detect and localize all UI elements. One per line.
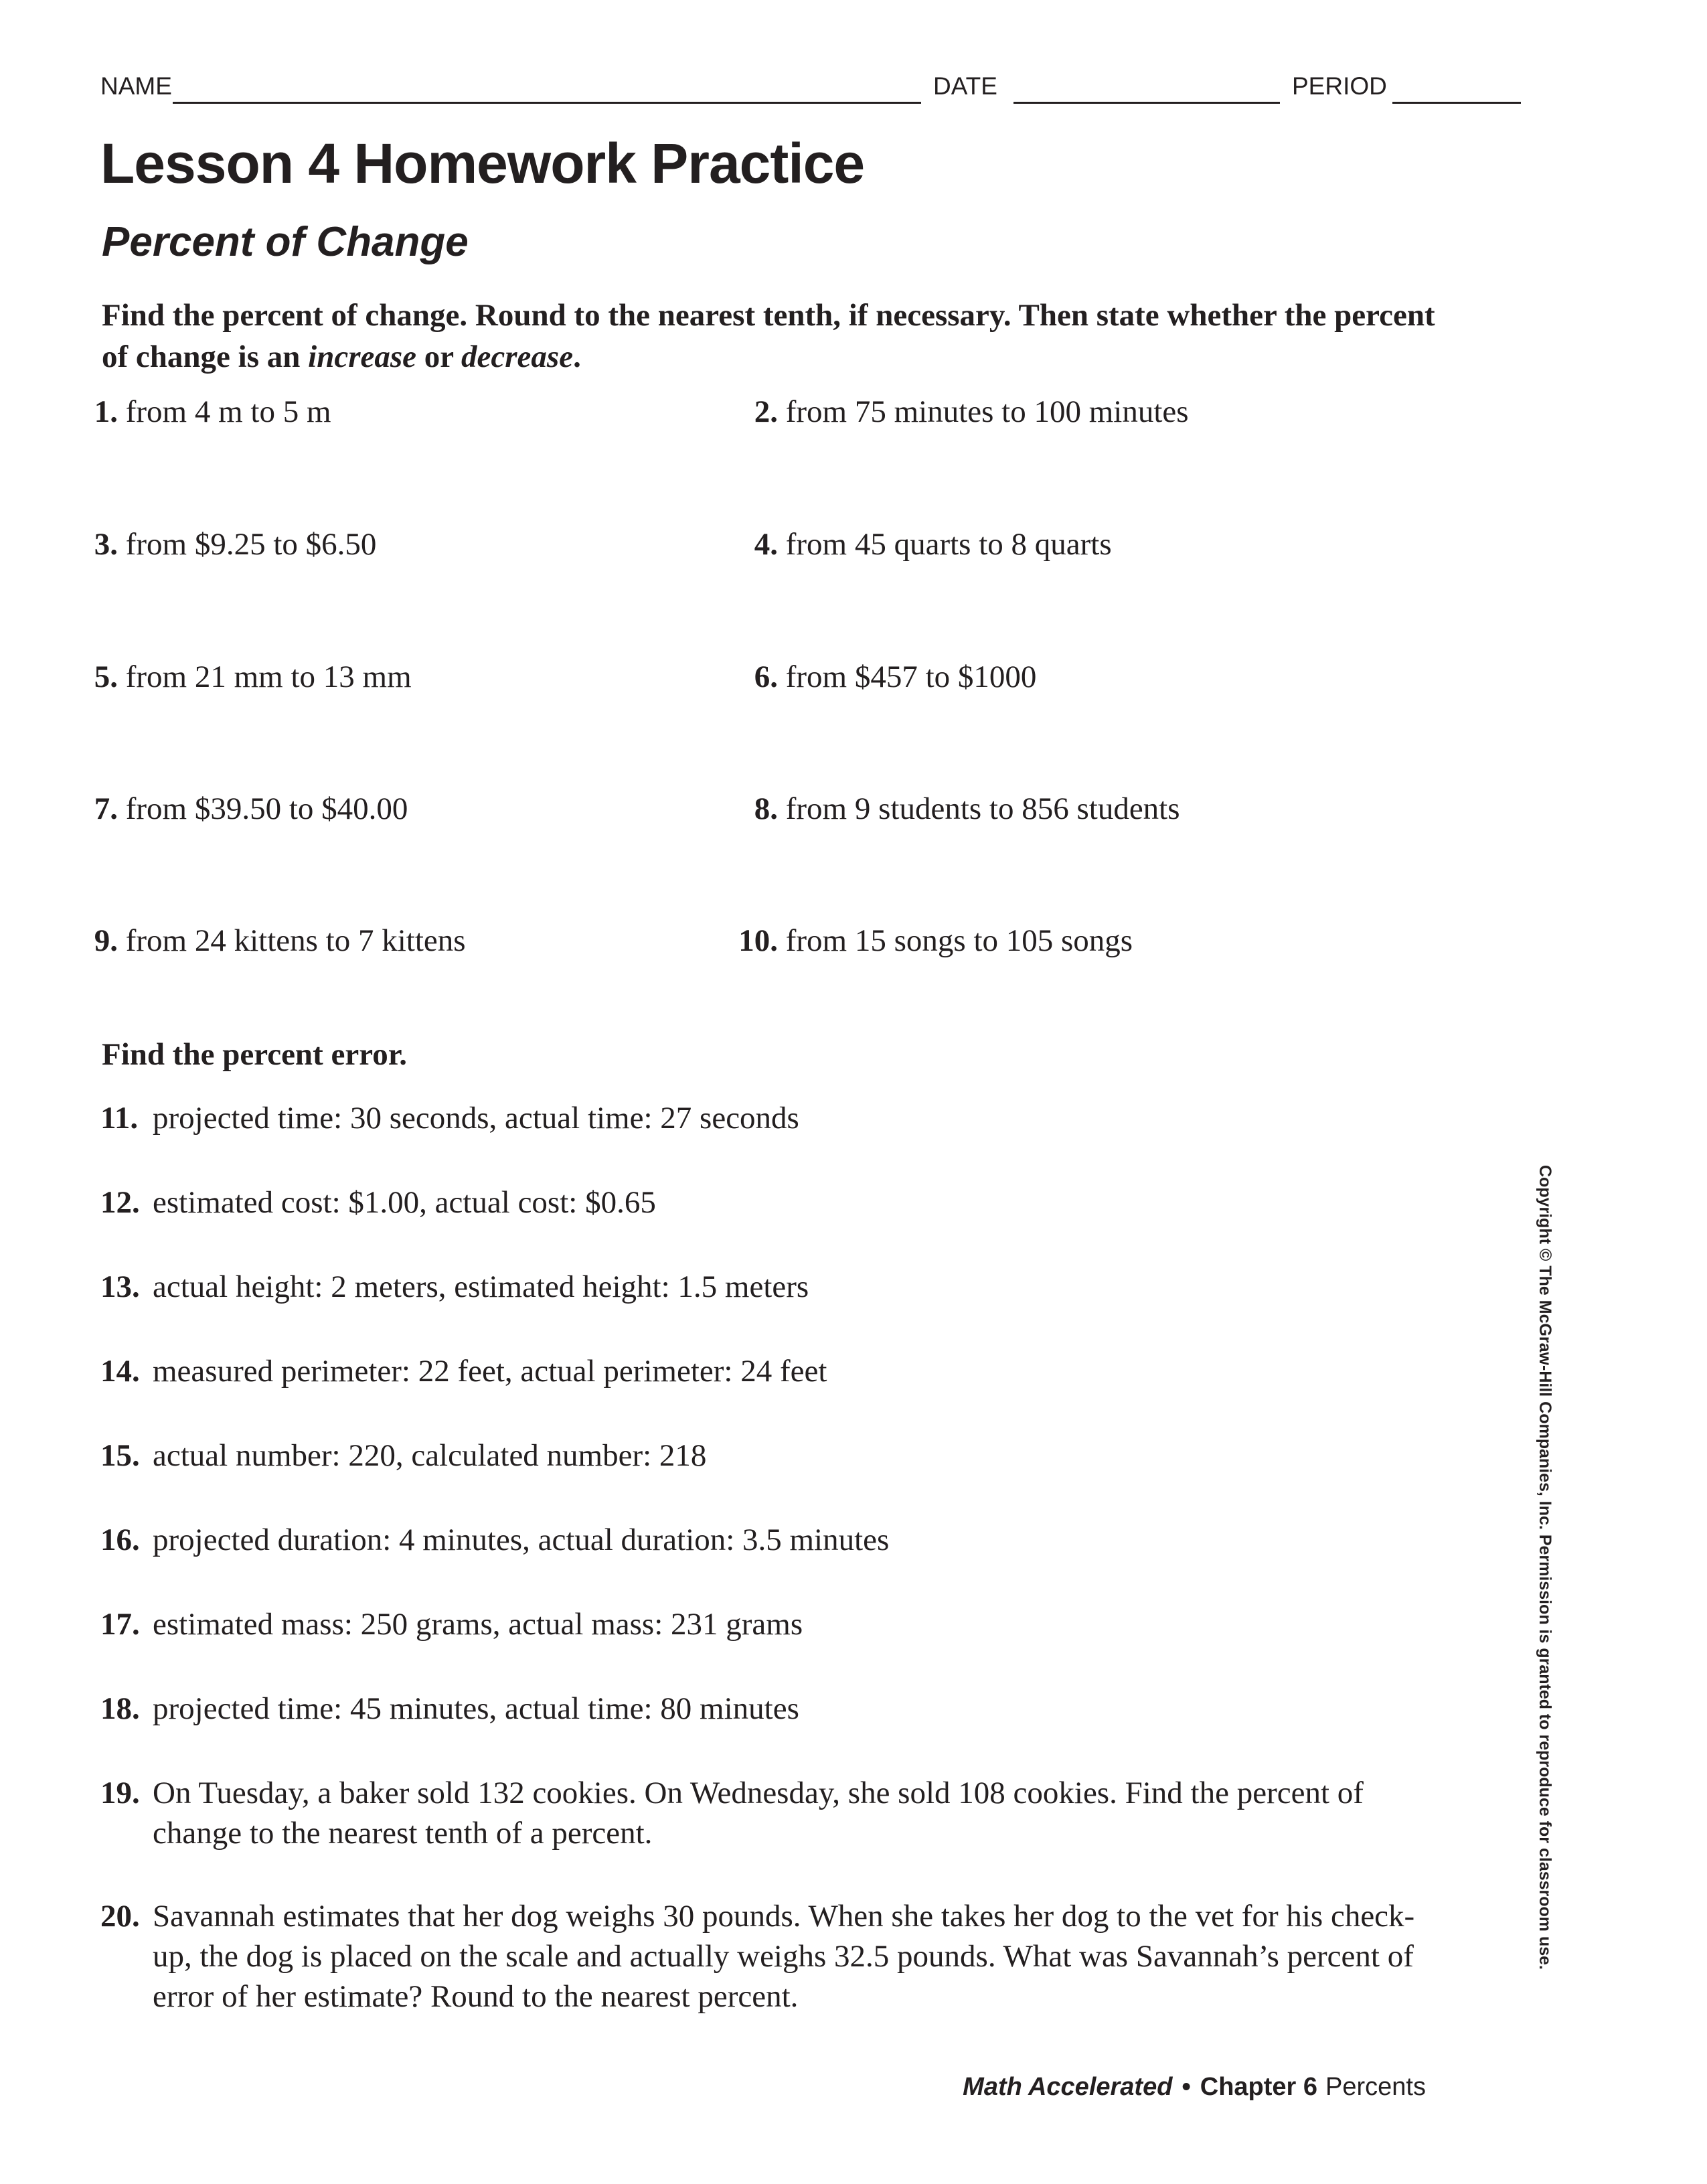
problem-6: 6. from $457 to $1000 [754,659,1037,694]
problem-1: 1. from 4 m to 5 m [94,394,331,429]
problem-15: 15. actual number: 220, calculated number: 218 [100,1438,707,1473]
problem-2: 2. from 75 minutes to 100 minutes [754,394,1189,429]
problem-18: 18. projected time: 45 minutes, actual time: 80 minutes [100,1691,799,1726]
student-info-line [100,72,1419,112]
problem-13: 13. actual height: 2 meters, estimated height: 1.5 meters [100,1269,809,1304]
problem-7: 7. from $39.50 to $40.00 [94,791,408,826]
problem-16: 16. projected duration: 4 minutes, actual duration: 3.5 minutes [100,1523,890,1557]
period-label: PERIOD [1292,72,1387,100]
problem-9: 9. from 24 kittens to 7 kittens [94,923,466,958]
problem-11: 11. projected time: 30 seconds, actual time: 27 seconds [100,1101,799,1136]
problem-20: 20. Savannah estimates that her dog weighs 30 pounds. When she takes her dog to the vet for his check-up, the dog is placed on the scale and actually weighs 32.5 pounds. What was Savannah’s percent of error of her estimate? Round to the nearest percent. [100,1899,1415,2014]
problem-19: 19. On Tuesday, a baker sold 132 cookies. On Wednesday, she sold 108 cookies. Find the percent of change to the nearest tenth of a percent. [100,1776,1364,1851]
problem-17: 17. estimated mass: 250 grams, actual mass: 231 grams [100,1607,803,1642]
copyright-notice: Copyright © The McGraw-Hill Companies, Inc. Permission is granted to reproduce for classroom use. [1536,1165,1554,1970]
problem-4: 4. from 45 quarts to 8 quarts [754,527,1112,562]
date-blank[interactable] [1013,102,1280,104]
date-label: DATE [933,72,997,100]
page-subtitle: Percent of Change [102,219,469,265]
problem-8: 8. from 9 students to 856 students [754,791,1180,826]
footer-chapter: Chapter 6 [1200,2073,1318,2101]
period-blank[interactable] [1392,102,1521,104]
problem-12: 12. estimated cost: $1.00, actual cost: $0.65 [100,1185,656,1220]
problem-5: 5. from 21 mm to 13 mm [94,659,412,694]
name-blank[interactable] [173,102,921,104]
name-label: NAME [100,72,172,100]
problem-14: 14. measured perimeter: 22 feet, actual perimeter: 24 feet [100,1354,827,1389]
section2-instructions: Find the percent error. [102,1037,408,1072]
footer-bullet: • [1182,2073,1191,2101]
section1-instructions: Find the percent of change. Round to the nearest tenth, if necessary. Then state whether the percent of change is an increase or decrease. [102,298,1435,374]
page-footer [963,2073,1426,2102]
footer-book-title: Math Accelerated [963,2073,1173,2101]
page-title: Lesson 4 Homework Practice [100,132,865,195]
problem-10: 10. from 15 songs to 105 songs [738,923,1133,958]
problem-3: 3. from $9.25 to $6.50 [94,527,377,562]
footer-topic: Percents [1325,2073,1426,2101]
